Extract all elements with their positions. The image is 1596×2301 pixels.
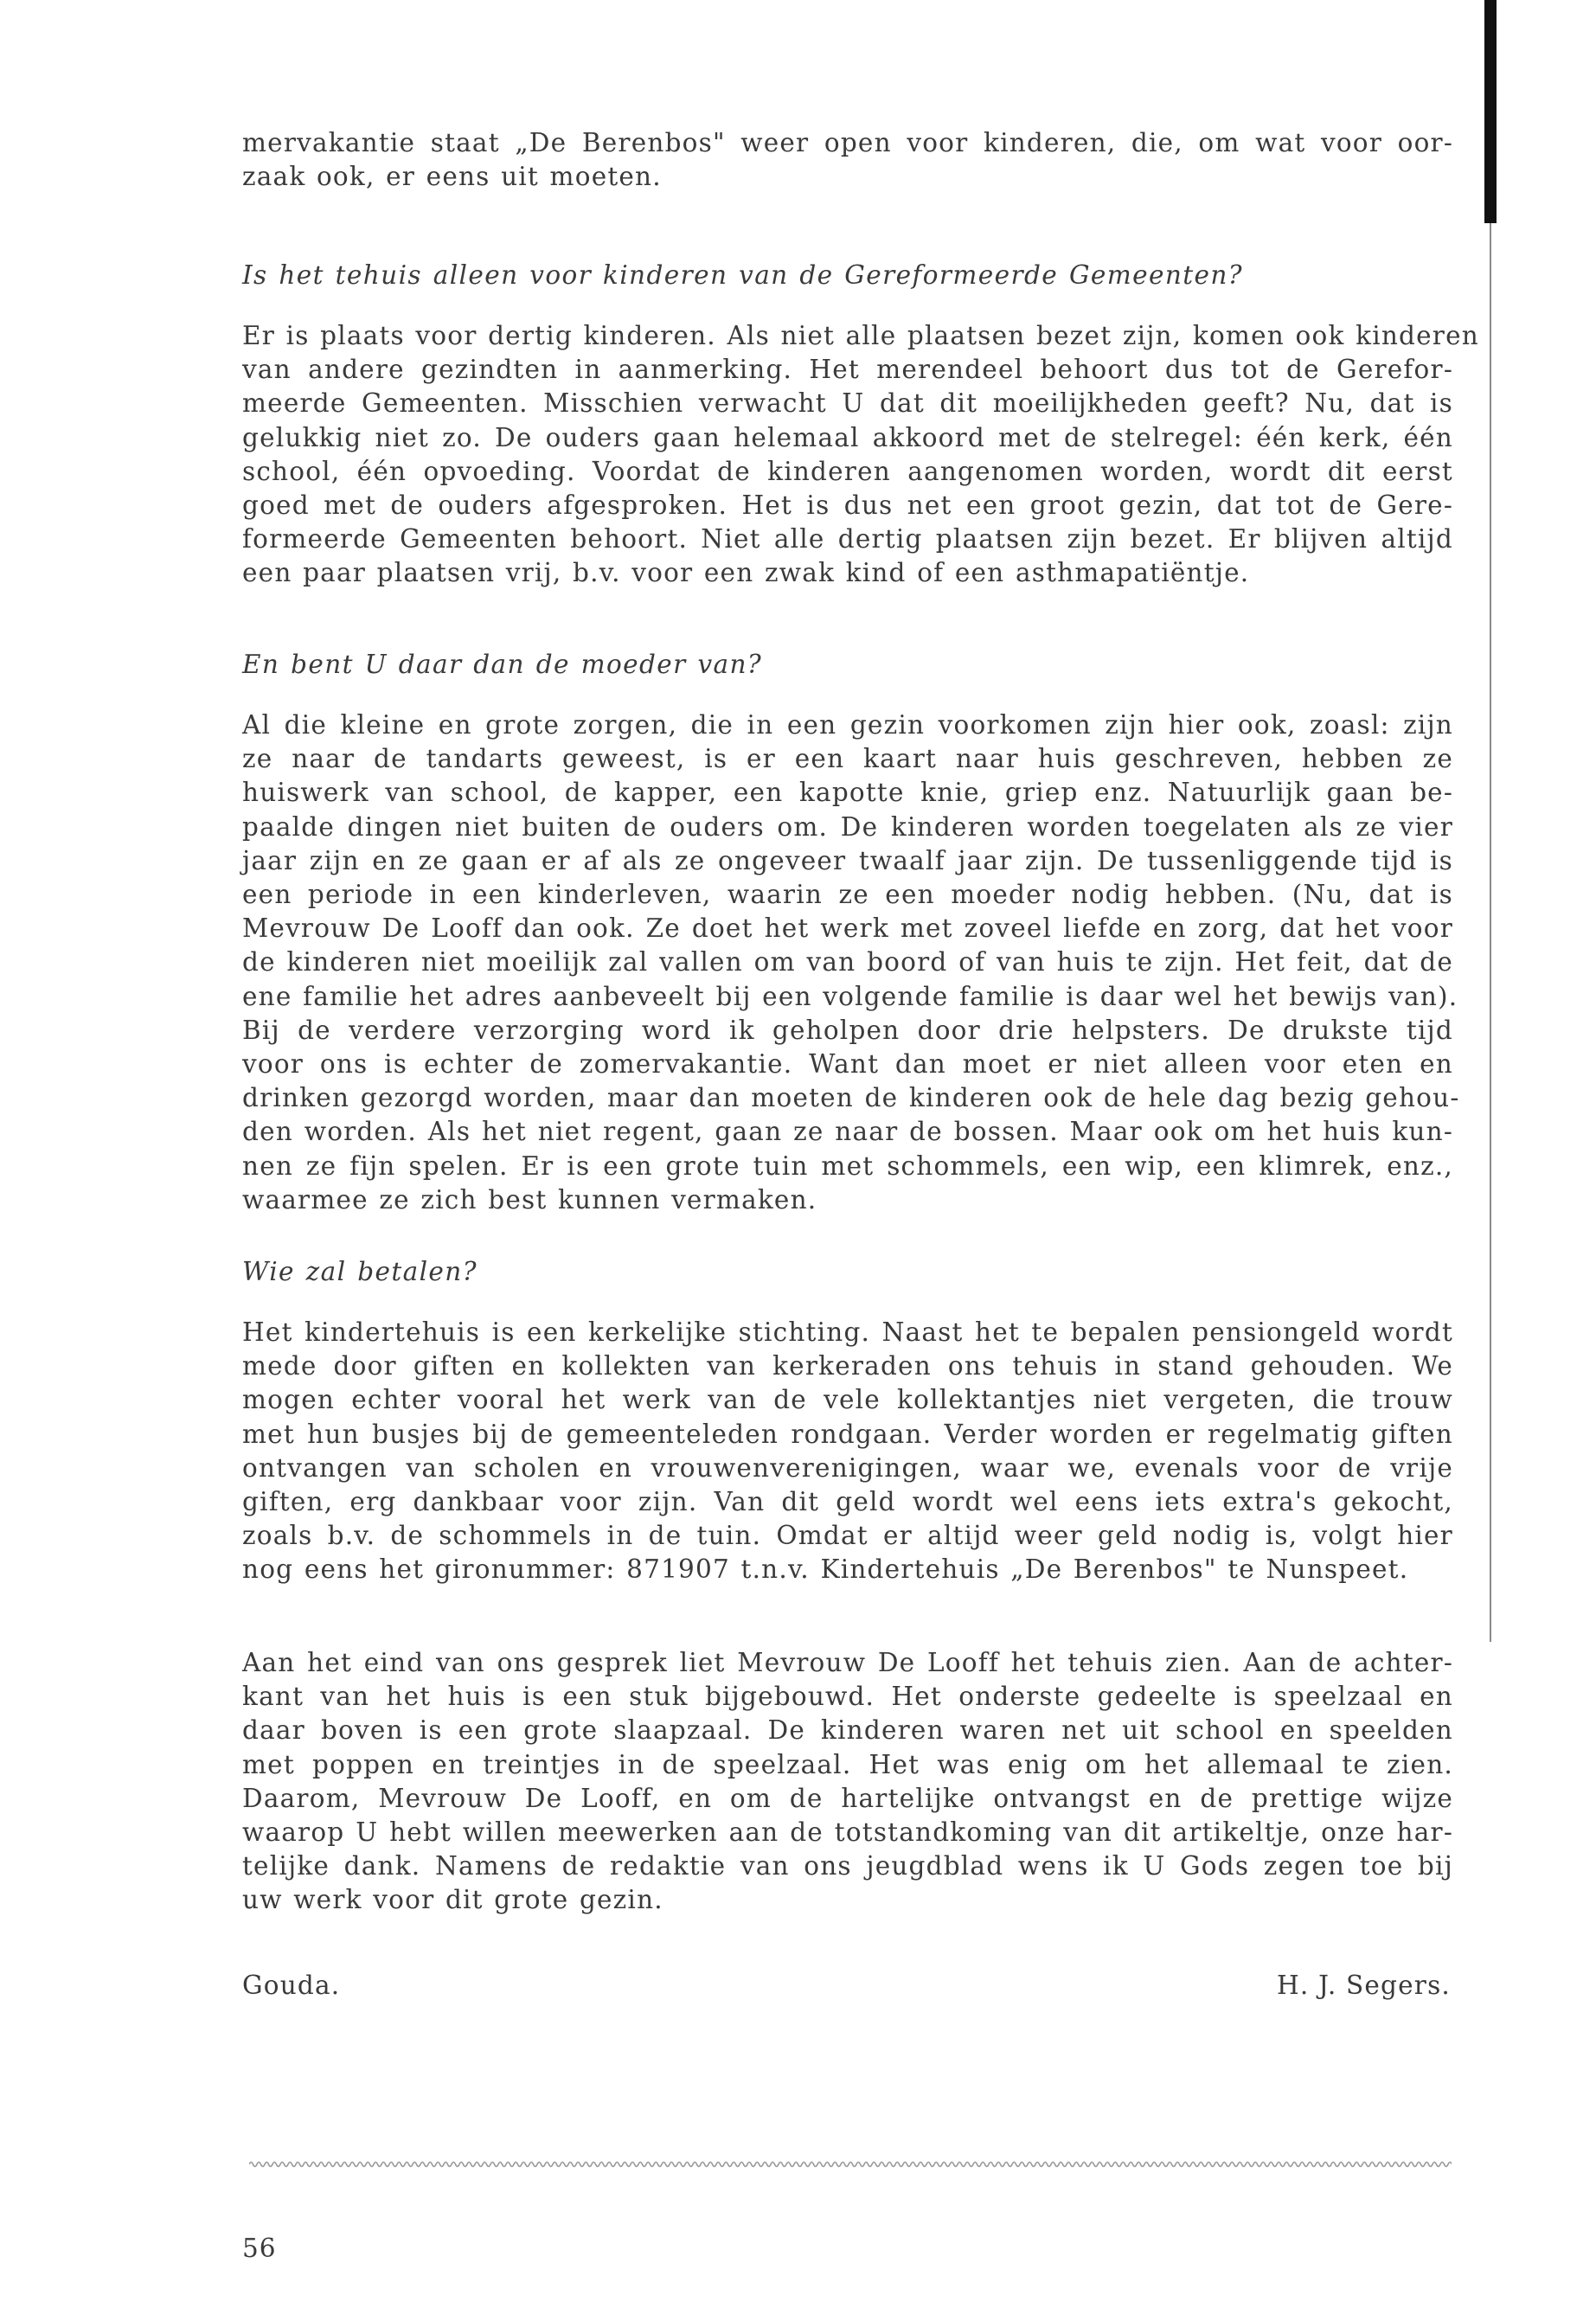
- text-line: ene familie het adres aanbeveelt bij een volgende familie is daar wel het bewijs van).: [242, 981, 1458, 1011]
- text-line: ontvangen van scholen en vrouwenverenigingen, waar we, evenals voor de vrije: [242, 1452, 1453, 1483]
- wavy-divider: [249, 2158, 1452, 2170]
- text-line: giften, erg dankbaar voor zijn. Van dit geld wordt wel eens iets extra's gekocht,: [242, 1487, 1453, 1517]
- text-line: uw werk voor dit grote gezin.: [242, 1885, 663, 1915]
- section-question: En bent U daar dan de moeder van?: [242, 650, 763, 679]
- text-line: mede door giften en kollekten van kerkeraden ons tehuis in stand gehouden. We: [242, 1351, 1453, 1381]
- text-line: met poppen en treintjes in de speelzaal. Het was enig om het allemaal te zien.: [242, 1749, 1453, 1779]
- text-line: Het kindertehuis is een kerkelijke stichting. Naast het te bepalen pensiongeld wordt: [242, 1317, 1453, 1347]
- page-number: 56: [242, 2234, 277, 2263]
- section-answer: [242, 708, 1460, 1217]
- text-line: drinken gezorgd worden, maar dan moeten de kinderen ook de hele dag bezig gehou-: [242, 1083, 1460, 1113]
- text-line: gelukkig niet zo. De ouders gaan helemaal akkoord met de stelregel: één kerk, één: [242, 422, 1453, 452]
- signature-place: Gouda.: [242, 1971, 341, 2000]
- scan-edge-bar: [1484, 0, 1497, 223]
- text-line: goed met de ouders afgesproken. Het is dus net een groot gezin, dat tot de Gere-: [242, 490, 1453, 521]
- text-line: Bij de verdere verzorging word ik geholpen door drie helpsters. De drukste tijd: [242, 1015, 1453, 1045]
- text-line: met hun busjes bij de gemeenteleden rondgaan. Verder worden er regelmatig giften: [242, 1419, 1453, 1449]
- text-line: een periode in een kinderleven, waarin ze een moeder nodig hebben. (Nu, dat is: [242, 880, 1453, 910]
- wavy-divider-line: [249, 2163, 1452, 2167]
- text-line: Al die kleine en grote zorgen, die in een gezin voorkomen zijn hier ook, zoasl: zijn: [242, 710, 1453, 740]
- section-question: Is het tehuis alleen voor kinderen van de Gereformeerde Gemeenten?: [242, 260, 1243, 290]
- text-line: de kinderen niet moeilijk zal vallen om van boord of van huis te zijn. Het feit, dat de: [242, 947, 1453, 977]
- section-answer: [242, 319, 1479, 591]
- text-line: den worden. Als het niet regent, gaan ze naar de bossen. Maar ook om het huis kun-: [242, 1117, 1453, 1147]
- text-line: formeerde Gemeenten behoort. Niet alle dertig plaatsen zijn bezet. Er blijven altijd: [242, 524, 1453, 554]
- text-line: school, één opvoeding. Voordat de kinderen aangenomen worden, wordt dit eerst: [242, 456, 1453, 486]
- signature-author: H. J. Segers.: [1277, 1971, 1451, 2000]
- text-line: zoals b.v. de schommels in de tuin. Omdat er altijd weer geld nodig is, volgt hier: [242, 1521, 1453, 1551]
- text-line: waarop U hebt willen meewerken aan de totstandkoming van dit artikeltje, onze har-: [242, 1817, 1453, 1848]
- text-line: Aan het eind van ons gesprek liet Mevrouw De Looff het tehuis zien. Aan de achter-: [242, 1648, 1453, 1677]
- text-line: van andere gezindten in aanmerking. Het merendeel behoort dus tot de Gerefor-: [242, 355, 1453, 385]
- text-line: zaak ook, er eens uit moeten.: [242, 162, 662, 192]
- intro-paragraph: [242, 126, 1453, 194]
- text-line: Er is plaats voor dertig kinderen. Als niet alle plaatsen bezet zijn, komen ook kinderen: [242, 321, 1479, 350]
- text-line: meerde Gemeenten. Misschien verwacht U dat dit moeilijkheden geeft? Nu, dat is: [242, 388, 1453, 419]
- text-line: nen ze fijn spelen. Er is een grote tuin met schommels, een wip, een klimrek, enz.,: [242, 1150, 1453, 1181]
- text-line: waarmee ze zich best kunnen vermaken.: [242, 1184, 817, 1215]
- text-line: daar boven is een grote slaapzaal. De kinderen waren net uit school en speelden: [242, 1715, 1453, 1746]
- text-line: ze naar de tandarts geweest, is er een kaart naar huis geschreven, hebben ze: [242, 744, 1453, 774]
- text-line: voor ons is echter de zomervakantie. Want dan moet er niet alleen voor eten en: [242, 1049, 1453, 1080]
- closing-paragraph: [242, 1646, 1453, 1918]
- text-line: jaar zijn en ze gaan er af als ze ongeveer twaalf jaar zijn. De tussenliggende tijd is: [242, 845, 1453, 875]
- text-line: Daarom, Mevrouw De Looff, en om de hartelijke ontvangst en de prettige wijze: [242, 1783, 1453, 1813]
- text-line: mervakantie staat „De Berenbos" weer open voor kinderen, die, om wat voor oor-: [242, 128, 1453, 157]
- text-line: paalde dingen niet buiten de ouders om. De kinderen worden toegelaten als ze vier: [242, 811, 1453, 842]
- text-line: telijke dank. Namens de redaktie van ons jeugdblad wens ik U Gods zegen toe bij: [242, 1851, 1453, 1881]
- section-question: Wie zal betalen?: [242, 1257, 478, 1286]
- text-line: een paar plaatsen vrij, b.v. voor een zwak kind of een asthmapatiëntje.: [242, 558, 1250, 588]
- section-answer: [242, 1316, 1453, 1587]
- text-line: huiswerk van school, de kapper, een kapotte knie, griep enz. Natuurlijk gaan be-: [242, 778, 1453, 808]
- scan-edge-line: [1490, 223, 1491, 1642]
- text-line: mogen echter vooral het werk van de vele kollektantjes niet vergeten, die trouw: [242, 1385, 1453, 1415]
- text-line: nog eens het gironummer: 871907 t.n.v. Kindertehuis „De Berenbos" te Nunspeet.: [242, 1554, 1409, 1585]
- text-line: Mevrouw De Looff dan ook. Ze doet het werk met zoveel liefde en zorg, dat het voor: [242, 913, 1453, 944]
- text-line: kant van het huis is een stuk bijgebouwd. Het onderste gedeelte is speelzaal en: [242, 1682, 1453, 1712]
